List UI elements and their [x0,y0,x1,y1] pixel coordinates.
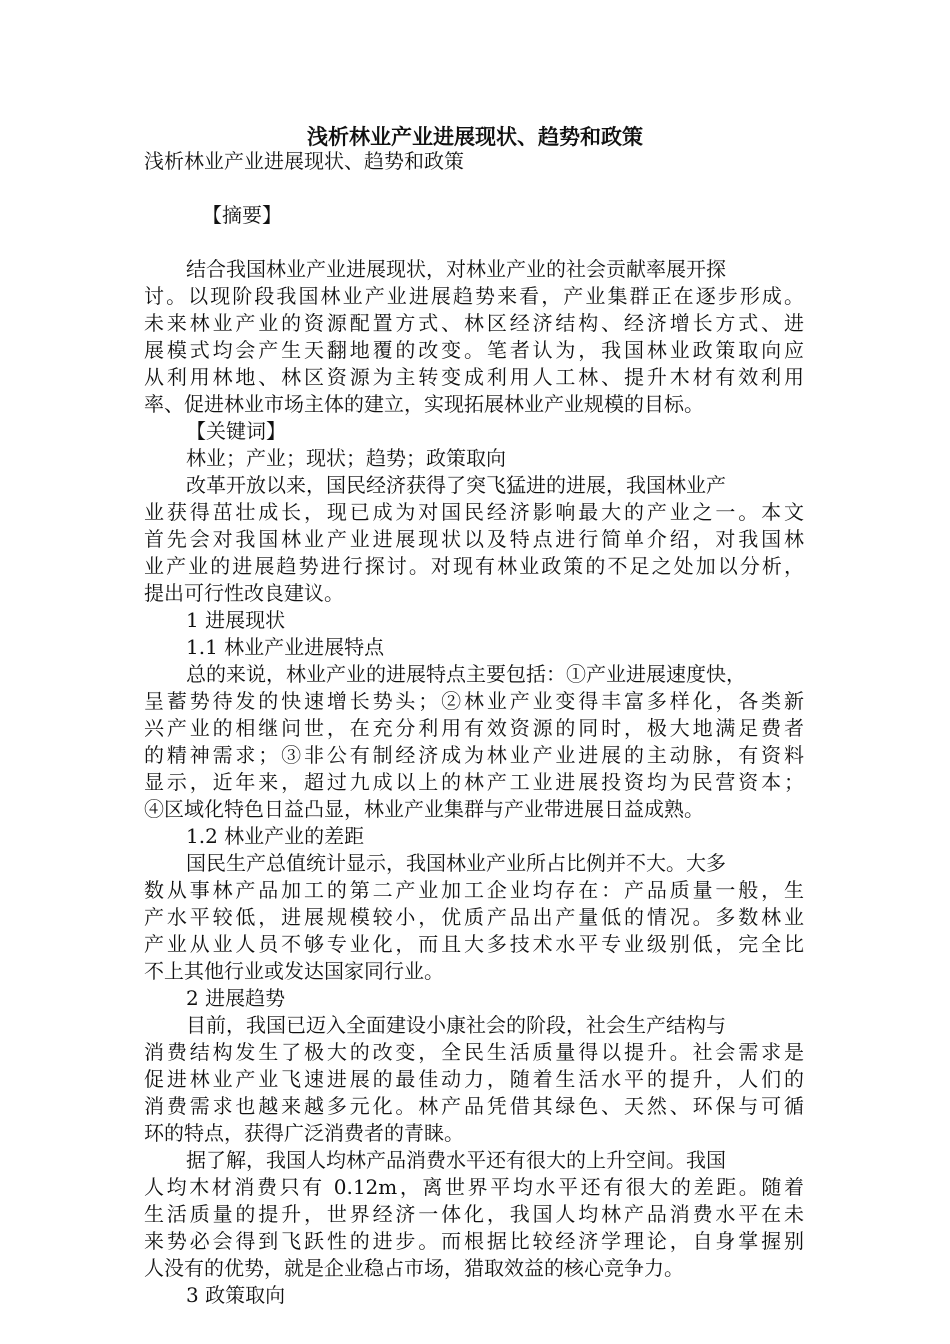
paragraph-line: 数从事林产品加工的第二产业加工企业均存在：产品质量一般，生 [144,878,804,902]
paragraph-line: 来势必会得到飞跃性的进步。而根据比较经济学理论，自身掌握别 [144,1229,804,1253]
subsection-heading: 1.2 林业产业的差距 [186,824,365,848]
keywords-text: 林业；产业；现状；趋势；政策取向 [186,446,506,470]
paragraph-line: 国民生产总值统计显示，我国林业产业所占比例并不大。大多 [186,851,726,875]
section-heading: 2 进展趋势 [186,986,286,1010]
paragraph-line: 的精神需求；③非公有制经济成为林业产业进展的主动脉，有资料 [144,743,804,767]
intro-line: 改革开放以来，国民经济获得了突飞猛进的进展，我国林业产 [186,473,726,497]
intro-line: 业产业的进展趋势进行探讨。对现有林业政策的不足之处加以分析， [144,554,804,578]
paragraph-line: 产水平较低，进展规模较小，优质产品出产量低的情况。多数林业 [144,905,804,929]
abstract-line: 讨。以现阶段我国林业产业进展趋势来看，产业集群正在逐步形成。 [144,284,804,308]
document-subtitle: 浅析林业产业进展现状、趋势和政策 [144,149,464,173]
paragraph-line: 生活质量的提升，世界经济一体化，我国人均林产品消费水平在未 [144,1202,804,1226]
subsection-heading: 1.1 林业产业进展特点 [186,635,385,659]
abstract-line: 从利用林地、林区资源为主转变成利用人工林、提升木材有效利用 [144,365,804,389]
paragraph-line: 兴产业的相继问世，在充分利用有效资源的同时，极大地满足费者 [144,716,804,740]
paragraph-line: 据了解，我国人均林产品消费水平还有很大的上升空间。我国 [186,1148,726,1172]
keywords-heading: 【关键词】 [186,419,286,443]
paragraph-line: 呈蓄势待发的快速增长势头；②林业产业变得丰富多样化，各类新 [144,689,804,713]
section-heading: 1 进展现状 [186,608,286,632]
abstract-line: 率、促进林业市场主体的建立，实现拓展林业产业规模的目标。 [144,392,704,416]
intro-line: 业获得茁壮成长，现已成为对国民经济影响最大的产业之一。本文 [144,500,804,524]
paragraph-line: 消费结构发生了极大的改变，全民生活质量得以提升。社会需求是 [144,1040,804,1064]
section-heading: 3 政策取向 [186,1283,286,1307]
paragraph-line: 显示，近年来，超过九成以上的林产工业进展投资均为民营资本； [144,770,804,794]
blank-line [144,229,804,256]
paragraph-line: 消费需求也越来越多元化。林产品凭借其绿色、天然、环保与可循 [144,1094,804,1118]
paragraph-line: 促进林业产业飞速进展的最佳动力，随着生活水平的提升，人们的 [144,1067,804,1091]
paragraph-line: 目前，我国已迈入全面建设小康社会的阶段，社会生产结构与 [186,1013,726,1037]
intro-line: 提出可行性改良建议。 [144,581,344,605]
paragraph-line: ④区域化特色日益凸显，林业产业集群与产业带进展日益成熟。 [144,797,704,821]
paragraph-line: 不上其他行业或发达国家同行业。 [144,959,444,983]
document-title: 浅析林业产业进展现状、趋势和政策 [307,125,643,149]
abstract-heading: 【摘要】 [202,203,282,227]
document-body [144,148,804,1309]
paragraph-line: 人均木材消费只有 0.12m，离世界平均水平还有很大的差距。随着 [144,1175,804,1199]
abstract-line: 结合我国林业产业进展现状，对林业产业的社会贡献率展开探 [186,257,726,281]
paragraph-line: 产业从业人员不够专业化，而且大多技术水平专业级别低，完全比 [144,932,804,956]
paragraph-line: 人没有的优势，就是企业稳占市场，猎取效益的核心竞争力。 [144,1256,684,1280]
abstract-line: 展模式均会产生天翻地覆的改变。笔者认为，我国林业政策取向应 [144,338,804,362]
intro-line: 首先会对我国林业产业进展现状以及特点进行简单介绍，对我国林 [144,527,804,551]
blank-line [144,175,804,202]
abstract-line: 未来林业产业的资源配置方式、林区经济结构、经济增长方式、进 [144,311,804,335]
paragraph-line: 环的特点，获得广泛消费者的青睐。 [144,1121,464,1145]
paragraph-line: 总的来说，林业产业的进展特点主要包括：①产业进展速度快， [186,662,746,686]
